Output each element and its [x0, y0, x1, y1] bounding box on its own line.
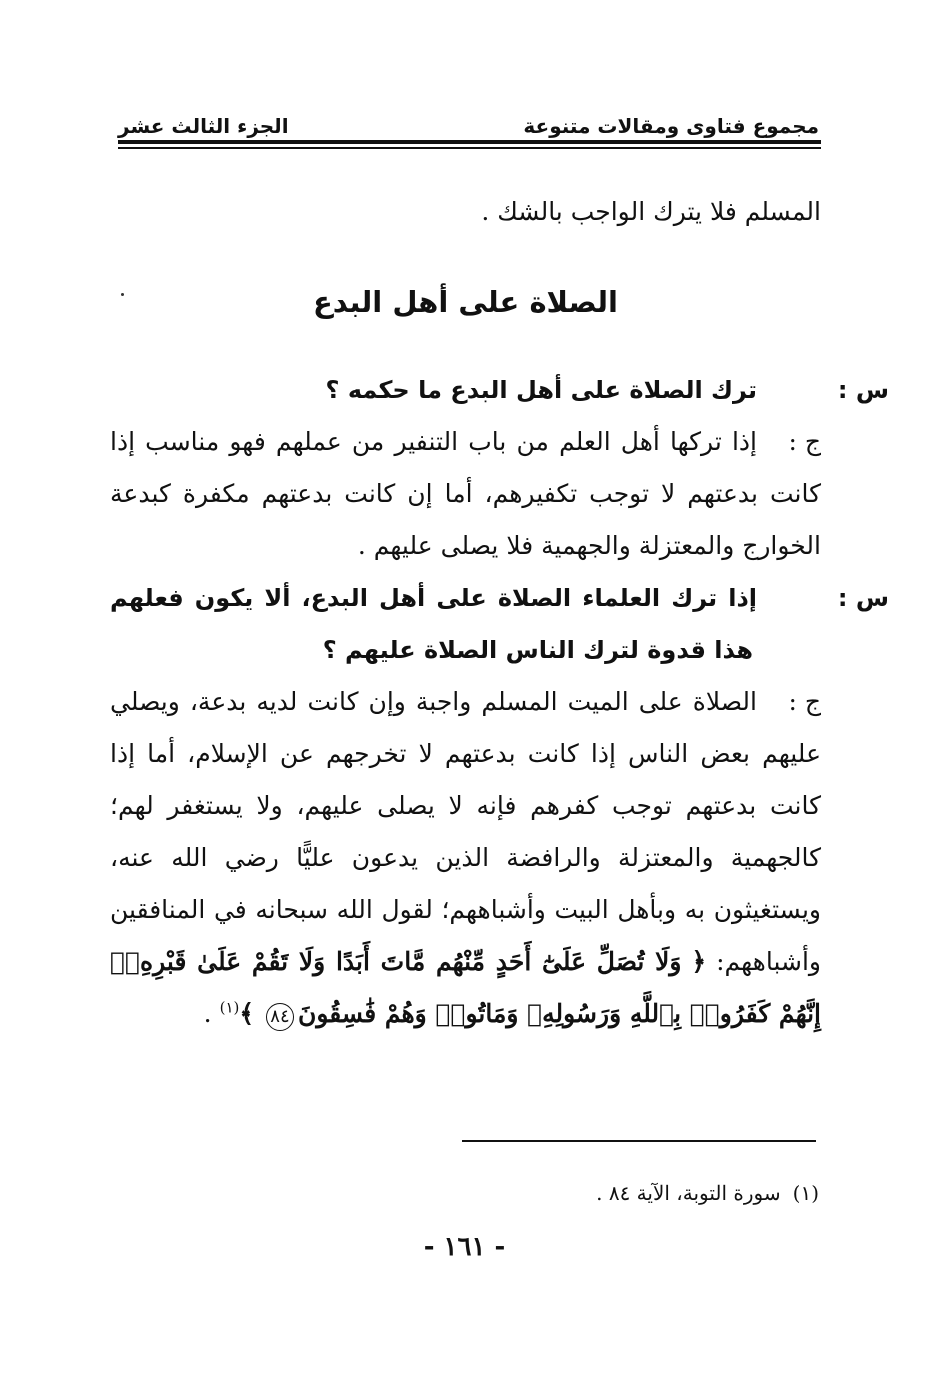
ayah-number-mark: ٨٤ — [266, 1003, 294, 1031]
question-marker: س : — [837, 376, 889, 404]
footnote-number: (١) — [792, 1181, 819, 1205]
answer-text: إذا تركها أهل العلم من باب التنفير من عملهم فهو مناسب إذا كانت بدعتهم لا توجب تكفيرهم، أما إن كانت بدعتهم مكفرة كبدعة الخوارج والمعتزلة والجهمية فلا يصلى عليهم . — [110, 427, 821, 560]
book-title: مجموع فتاوى ومقالات متنوعة — [523, 114, 819, 138]
answer-text: الصلاة على الميت المسلم واجبة وإن كانت لديه بدعة، ويصلي عليهم بعض الناس إذا كانت بدعتهم لا تخرجهم عن الإسلام، أما إذا كانت بدعتهم توجب كفرهم فإنه لا يصلى عليهم، ولا يستغفر لهم؛ كالجهمية والمعتزلة والرافضة الذين يدعون عليًّا رضي الله عنه، ويستغيثون به وبأهل البيت وأشباههم؛ لقول الله سبحانه في المنافقين وأشباههم: — [110, 687, 821, 976]
running-header — [118, 98, 819, 138]
continuation-line: المسلم فلا يترك الواجب بالشك . — [481, 197, 821, 226]
header-rule-thin — [118, 147, 821, 149]
end-punctuation: . — [203, 999, 212, 1028]
question-2 — [110, 572, 889, 676]
question-marker: س : — [837, 584, 889, 612]
quran-verse: وَلَا تُصَلِّ عَلَىٰٓ أَحَدٍ مِّنْهُم مَّاتَ أَبَدًا وَلَا تَقُمْ عَلَىٰ قَبْرِهِۦٓ إِنَّهُمْ كَفَرُوا۟ بِٱللَّهِ وَرَسُولِهِۦ وَمَاتُوا۟ وَهُمْ فَٰسِقُونَ — [110, 947, 821, 1028]
header-rule-thick — [118, 140, 821, 144]
answer-1 — [110, 416, 821, 572]
footnote-separator — [462, 1140, 816, 1142]
section-title: الصلاة على أهل البدع — [313, 285, 618, 319]
question-text: إذا ترك العلماء الصلاة على أهل البدع، ألا يكون فعلهم هذا قدوة لترك الناس الصلاة عليهم ؟ — [110, 584, 757, 664]
footnote-reference: (١) — [219, 998, 240, 1017]
quran-bracket-close: ﴾ — [239, 999, 255, 1028]
answer-marker: ج : — [788, 687, 821, 716]
body-text — [110, 186, 889, 1040]
quran-bracket-open: ﴿ — [691, 947, 707, 976]
question-1 — [110, 364, 889, 416]
answer-2 — [110, 676, 821, 1040]
footnote-text: سورة التوبة، الآية ٨٤ . — [596, 1181, 781, 1205]
volume-label: الجزء الثالث عشر — [118, 114, 289, 138]
page-number: - ١٦١ - — [423, 1232, 506, 1262]
question-text: ترك الصلاة على أهل البدع ما حكمه ؟ — [325, 376, 757, 404]
footnote — [110, 1178, 819, 1208]
answer-marker: ج : — [788, 427, 821, 456]
header-double-rule — [118, 140, 821, 149]
